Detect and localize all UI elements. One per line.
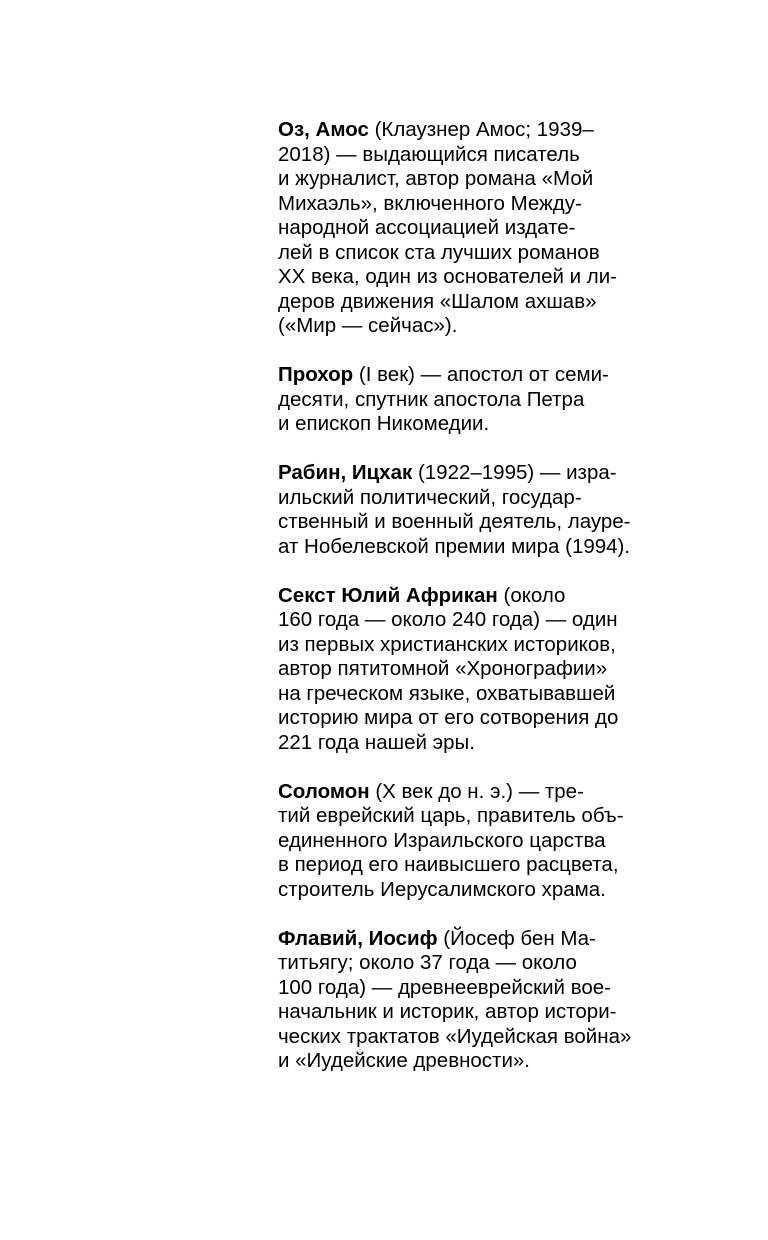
- entry-line: в период его наивысшего расцвета,: [278, 853, 619, 876]
- entry-name: Прохор: [278, 363, 354, 386]
- entry-solomon: [278, 780, 688, 903]
- entry-line: тий еврейский царь, правитель объ-: [278, 804, 624, 827]
- entry-line: деров движения «Шалом ахшав»: [278, 289, 597, 313]
- entry-line: [278, 584, 688, 609]
- entry-line: народной ассоциацией издате-: [278, 216, 576, 239]
- entry-line: и журналист, автор романа «Мой: [278, 167, 594, 190]
- entry-line: ческих трактатов «Иудейская война»: [278, 1024, 632, 1048]
- entry-flavius-josephus: [278, 927, 688, 1074]
- entry-line: [278, 118, 688, 143]
- entry-oz-amos: [278, 118, 688, 339]
- entry-rabin-itzhak: [278, 461, 688, 559]
- biographical-index-page: [278, 118, 688, 1098]
- entry-name: Секст Юлий Африкан: [278, 583, 498, 607]
- entry-line: на греческом языке, охватывавшей: [278, 681, 616, 705]
- entry-line: [278, 780, 688, 805]
- entry-line: автор пятитомной «Хронографии»: [278, 657, 608, 680]
- entry-line: строитель Иерусалимского храма.: [278, 877, 606, 901]
- entry-line: [278, 461, 688, 486]
- entry-line: ильский политический, государ-: [278, 485, 582, 509]
- entry-text: (около: [497, 583, 566, 607]
- entry-line: 221 года нашей эры.: [278, 730, 475, 754]
- entry-line: десяти, спутник апостола Петра: [278, 387, 585, 411]
- entry-line: из первых христианских историков,: [278, 632, 616, 656]
- entry-line: Михаэль», включенного Между-: [278, 191, 582, 215]
- entry-line: ственный и военный деятель, лауре-: [278, 510, 631, 533]
- entry-line: начальник и историк, автор истори-: [278, 1000, 617, 1023]
- entry-text: (Йосеф бен Ма-: [437, 926, 596, 950]
- entry-line: и «Иудейские древности».: [278, 1049, 530, 1072]
- entry-prokhor: [278, 363, 688, 437]
- entry-name: Флавий, Иосиф: [278, 926, 438, 950]
- entry-line: ат Нобелевской премии мира (1994).: [278, 534, 631, 558]
- entry-text: (I век) — апостол от семи-: [353, 363, 609, 386]
- entry-name: Оз, Амос: [278, 118, 369, 141]
- entry-line: 2018) — выдающийся писатель: [278, 142, 580, 166]
- entry-name: Рабин, Ицхак: [278, 461, 413, 484]
- entry-line: титьягу; около 37 года — около: [278, 951, 577, 974]
- entry-line: 100 года) — древнееврейский вое-: [278, 975, 611, 999]
- entry-line: и епископ Никомедии.: [278, 412, 490, 435]
- entry-text: (X век до н. э.) — тре-: [369, 779, 584, 803]
- entry-line: 160 года — около 240 года) — один: [278, 608, 618, 631]
- entry-line: [278, 927, 688, 952]
- entry-sextus-julius-africanus: [278, 584, 688, 756]
- entry-line: («Мир — сейчас»).: [278, 314, 458, 337]
- entry-line: историю мира от его сотворения до: [278, 706, 619, 729]
- entry-line: лей в список ста лучших романов: [278, 240, 600, 264]
- entry-line: [278, 363, 688, 388]
- entry-text: (Клаузнер Амос; 1939–: [368, 118, 594, 141]
- entry-line: единенного Израильского царства: [278, 828, 606, 852]
- entry-text: (1922–1995) — изра-: [412, 461, 617, 484]
- entry-line: XX века, один из основателей и ли-: [278, 265, 618, 288]
- entry-name: Соломон: [278, 779, 370, 803]
